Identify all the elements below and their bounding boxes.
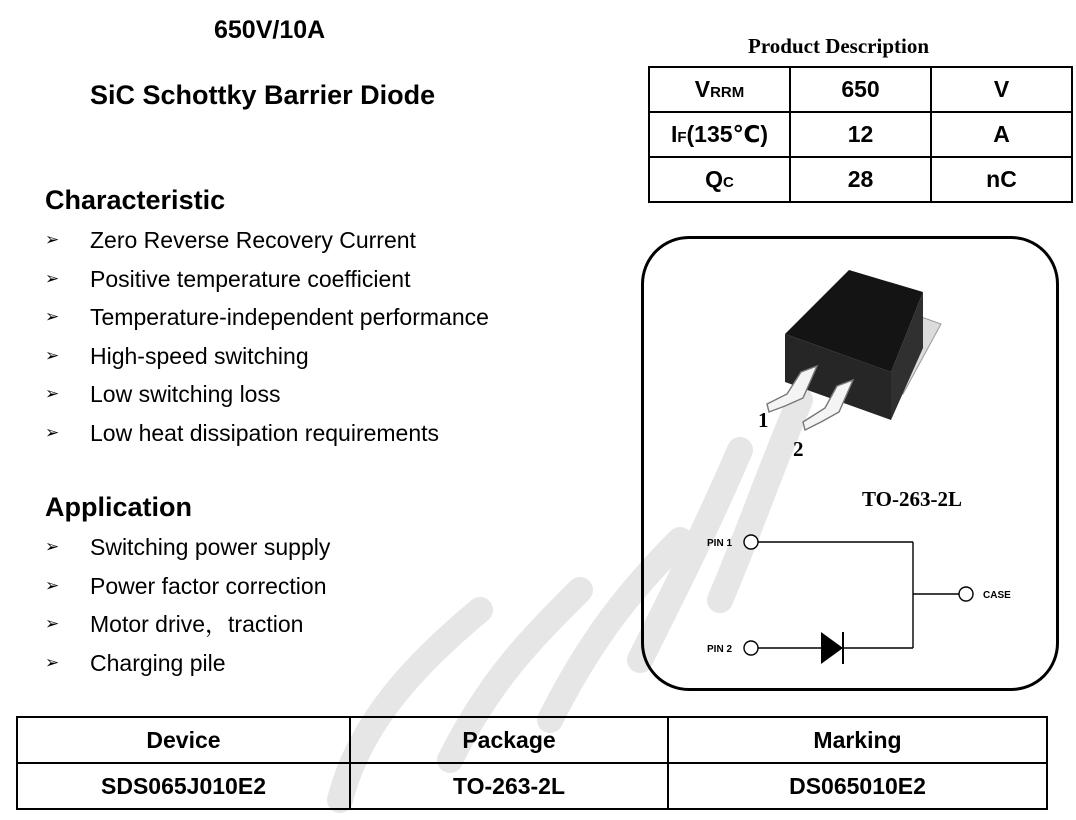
spec-value-cell: 28 <box>790 157 931 202</box>
table-header-row <box>17 717 1047 763</box>
pin1-label: PIN 1 <box>707 538 733 549</box>
application-list <box>45 532 330 686</box>
spec-param-cell: IF(135℃) <box>649 112 790 157</box>
bullet-arrow-icon: ➢ <box>45 575 60 595</box>
package-name-label: TO-263-2L <box>862 487 962 511</box>
list-item: ➢ High-speed switching <box>45 342 309 369</box>
bullet-arrow-icon: ➢ <box>45 384 60 404</box>
pin-number-label: 1 <box>758 408 769 432</box>
marking-cell: DS065010E2 <box>668 763 1047 809</box>
bullet-arrow-icon: ➢ <box>45 268 60 288</box>
page-title: 650V/10A <box>214 16 326 44</box>
characteristic-heading: Characteristic <box>45 185 226 215</box>
bullet-arrow-icon: ➢ <box>45 230 60 249</box>
product-subtitle: SiC Schottky Barrier Diode <box>90 80 436 110</box>
column-header: Marking <box>668 717 1047 763</box>
bullet-arrow-icon: ➢ <box>45 422 60 442</box>
pin-number-label: 2 <box>793 437 804 461</box>
device-cell: SDS065J010E2 <box>17 763 350 809</box>
spec-param-cell: VRRM <box>649 67 790 112</box>
bullet-arrow-icon: ➢ <box>45 614 60 634</box>
list-item: ➢ Switching power supply <box>45 534 331 560</box>
list-item: ➢ Low switching loss <box>45 381 281 408</box>
table-row <box>649 67 1072 112</box>
list-item: ➢ Low heat dissipation requirements <box>45 419 440 446</box>
list-item: ➢ Temperature-independent performance <box>45 304 489 331</box>
spec-param-cell: QC <box>649 157 790 202</box>
table-row <box>649 112 1072 157</box>
circuit-schematic <box>744 535 973 655</box>
table-row <box>649 157 1072 202</box>
package-diagram <box>641 236 1059 691</box>
package-cell: TO-263-2L <box>350 763 668 809</box>
ordering-table <box>16 716 1048 810</box>
characteristic-list <box>45 225 489 457</box>
bullet-arrow-icon: ➢ <box>45 652 60 672</box>
pin2-label: PIN 2 <box>707 644 733 655</box>
application-heading: Application <box>45 492 192 522</box>
bullet-arrow-icon: ➢ <box>45 537 60 556</box>
list-item: ➢ Positive temperature coefficient <box>45 265 411 292</box>
list-item: ➢ Zero Reverse Recovery Current <box>45 227 416 253</box>
case-label: CASE <box>983 590 1011 601</box>
list-item: ➢ Power factor correction <box>45 572 327 599</box>
table-row <box>17 763 1047 809</box>
list-item: ➢ Charging pile <box>45 649 226 676</box>
list-item: ➢ Motor drive，traction <box>45 611 304 638</box>
bullet-arrow-icon: ➢ <box>45 345 60 365</box>
to263-package-icon <box>767 270 941 430</box>
spec-unit-cell: nC <box>931 157 1072 202</box>
column-header: Package <box>350 717 668 763</box>
spec-value-cell: 650 <box>790 67 931 112</box>
product-description-heading: Product Description <box>748 34 930 58</box>
spec-unit-cell: A <box>931 112 1072 157</box>
product-description-table <box>648 66 1073 203</box>
bullet-arrow-icon: ➢ <box>45 307 60 327</box>
column-header: Device <box>17 717 350 763</box>
spec-value-cell: 12 <box>790 112 931 157</box>
diode-icon <box>821 632 843 664</box>
spec-unit-cell: V <box>931 67 1072 112</box>
